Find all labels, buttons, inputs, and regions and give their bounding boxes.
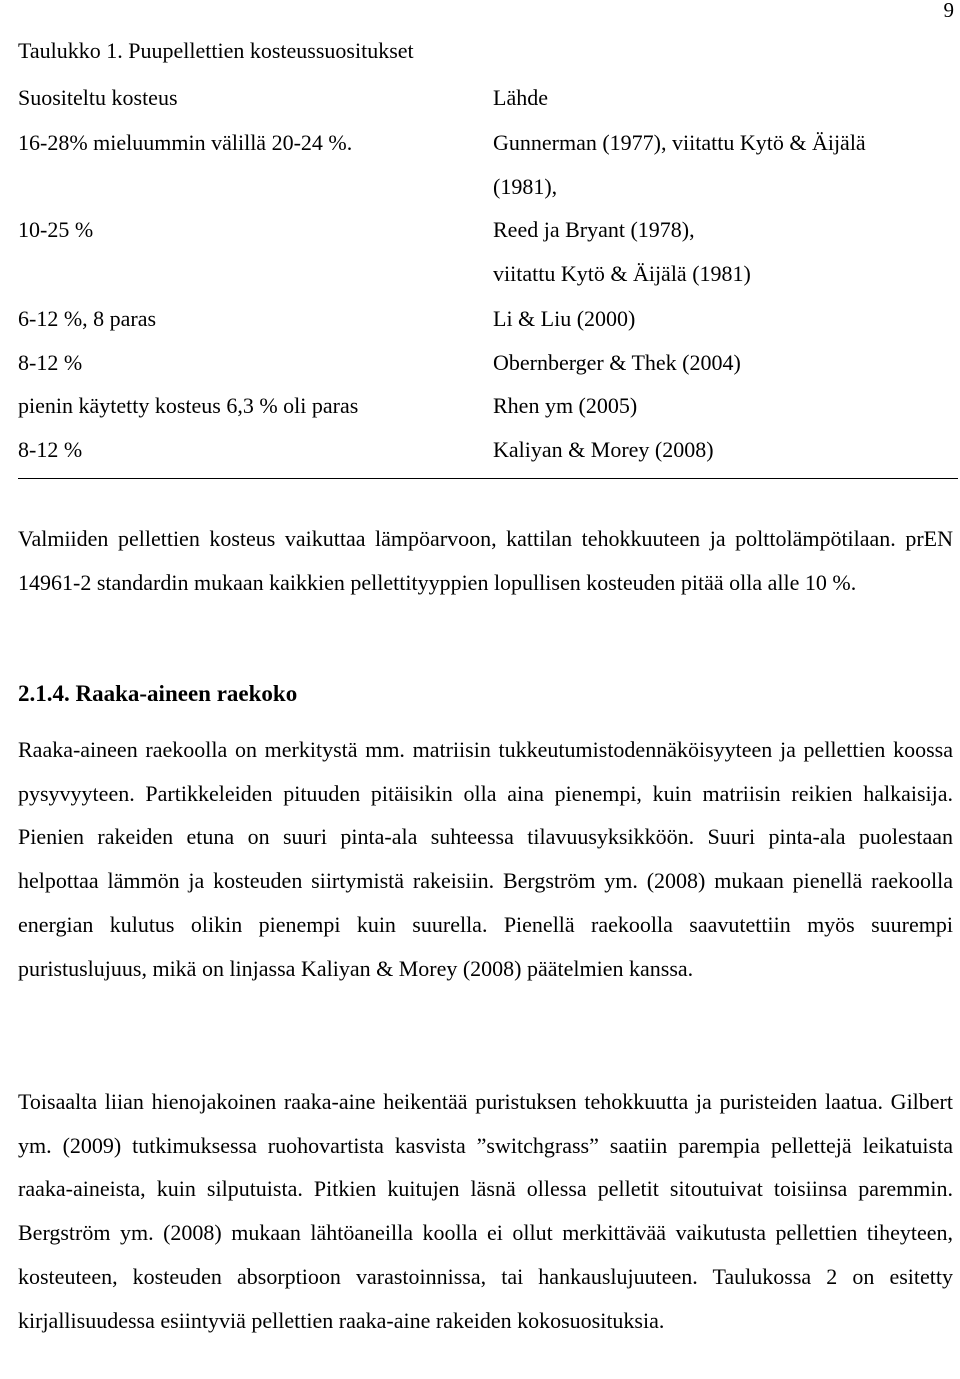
table-bottom-rule: [18, 478, 958, 479]
column-header-moisture: Suositeltu kosteus: [18, 85, 178, 110]
source-cell: Li & Liu (2000): [493, 306, 636, 331]
table-row: [18, 259, 958, 289]
moisture-cell: 8-12 %: [18, 350, 83, 375]
moisture-cell: 8-12 %: [18, 437, 83, 462]
section-heading: 2.1.4. Raaka-aineen raekoko: [18, 681, 298, 706]
table-row: [18, 391, 958, 421]
source-cell: (1981),: [493, 174, 558, 199]
moisture-cell: 16-28% mieluummin välillä 20-24 %.: [18, 130, 353, 155]
table-row: [18, 172, 958, 202]
table-row: [18, 435, 958, 465]
table-row: [18, 348, 958, 378]
paragraph-moisture-effect: Valmiiden pellettien kosteus vaikuttaa lämpöarvoon, kattilan tehokkuuteen ja polttolämpötilaan. prEN 14961-2 standardin mukaan kaikkien pellettityyppien lopullisen kosteuden pitää olla alle 10 %.: [18, 526, 953, 595]
moisture-cell: pienin käytetty kosteus 6,3 % oli paras: [18, 393, 359, 418]
table-caption: Taulukko 1. Puupellettien kosteussuositukset: [18, 38, 414, 63]
moisture-cell: 10-25 %: [18, 217, 94, 242]
page-number: 9: [943, 0, 954, 22]
source-cell: Obernberger & Thek (2004): [493, 350, 741, 375]
paragraph-fine-material: Toisaalta liian hienojakoinen raaka-aine heikentää puristuksen tehokkuutta ja puristeiden laatua. Gilbert ym. (2009) tutkimuksessa ruohovartista kasvista ”switchgrass” saatiin parempia pellettejä leikatuista raaka-aineista, kuin silputuista. Pitkien kuitujen läsnä ollessa pelletit sitoutuivat toisiinsa paremmin. Bergström ym. (2008) mukaan lähtöaneilla koolla ei ollut merkittävää vaikutusta pellettien tiheyteen, kosteuteen, kosteuden absorptioon varastoinnissa, tai hankauslujuuteen. Taulukossa 2 on esitetty kirjallisuudessa esiintyviä pellettien raaka-aine rakeiden kokosuosituksia.: [18, 1089, 953, 1333]
table-row: [18, 128, 958, 158]
moisture-cell: 6-12 %, 8 paras: [18, 306, 157, 331]
table-row: [18, 215, 958, 245]
table-header-row: [18, 83, 958, 113]
source-cell: viitattu Kytö & Äijälä (1981): [493, 261, 751, 286]
source-cell: Kaliyan & Morey (2008): [493, 437, 714, 462]
source-cell: Reed ja Bryant (1978),: [493, 217, 695, 242]
source-cell: Gunnerman (1977), viitattu Kytö & Äijälä: [493, 130, 866, 155]
source-cell: Rhen ym (2005): [493, 393, 638, 418]
table-row: [18, 304, 958, 334]
paragraph-particle-size: Raaka-aineen raekoolla on merkitystä mm. matriisin tukkeutumistodennäköisyyteen ja pellettien koossa pysyvyyteen. Partikkeleiden pituuden pitäisikin olla aina pienempi, kuin matriisin reikien halkaisija. Pienien rakeiden etuna on suuri pinta-ala suhteessa tilavuusyksikköön. Suuri pinta-ala puolestaan helpottaa lämmön ja kosteuden siirtymistä rakeisiin. Bergström ym. (2008) mukaan pienellä raekoolla energian kulutus olikin pienempi kuin suurella. Pienellä raekoolla saavutettiin myös suurempi puristuslujuus, mikä on linjassa Kaliyan & Morey (2008) päätelmien kanssa.: [18, 737, 953, 981]
column-header-source: Lähde: [493, 85, 548, 110]
